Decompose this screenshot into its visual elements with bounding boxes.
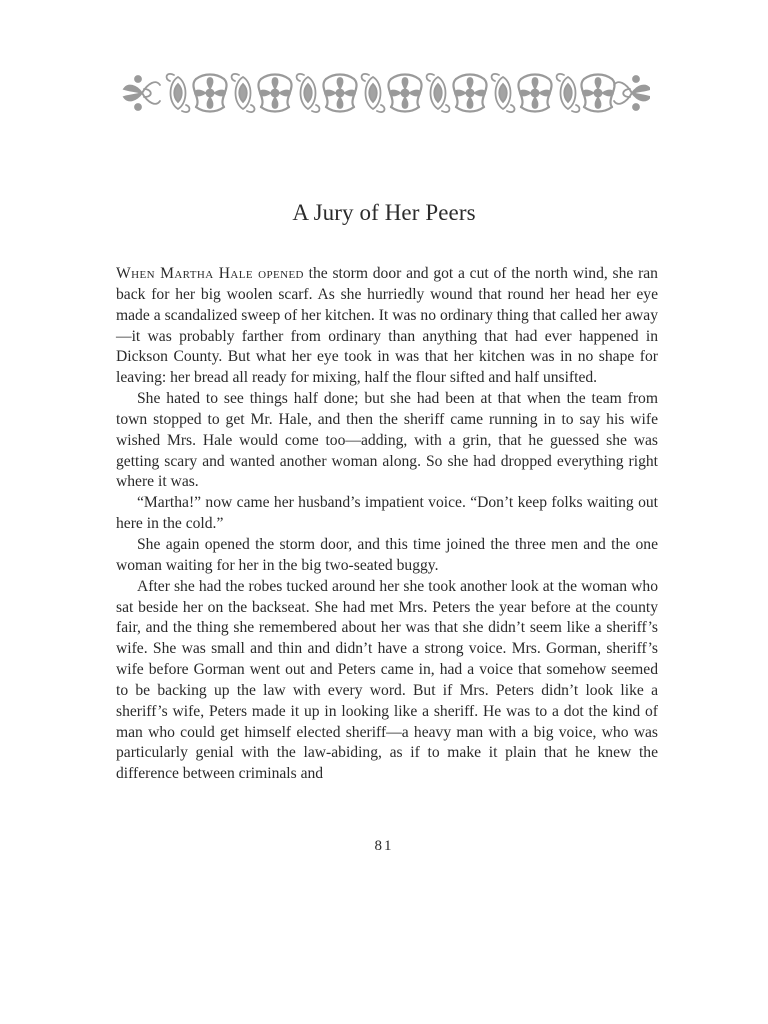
paragraph-2: She hated to see things half done; but she had been at that when the team from town stopped to get Mr. Hale, and then the sheriff came running in to say his wife wished Mrs. Hale would come too—adding, with a grin, that he guessed she was getting scary and wanted another woman along. So she had dropped everything right where it was. (116, 390, 658, 491)
paragraph-1-text: the storm door and got a cut of the north wind, she ran back for her big woolen scarf. As she hurriedly wound that round her head her eye made a scandalized sweep of her kitchen. It was no ordinary thing that called her away—it was probably farther from ordinary than anything that had ever happened in Dickson County. But what her eye took in was that her kitchen was in no shape for leaving: her bread all ready for mixing, half the flour sifted and half unsifted. (116, 265, 658, 387)
paragraph-3: “Martha!” now came her husband’s impatient voice. “Don’t keep folks waiting out here in the cold.” (116, 494, 658, 533)
floral-border-ornament-icon (120, 68, 650, 118)
opening-small-caps: When Martha Hale opened (116, 265, 304, 282)
paragraph-1 (116, 264, 658, 389)
paragraph-4: She again opened the storm door, and this time joined the three men and the one woman waiting for her in the big two-seated buggy. (116, 535, 658, 574)
page-number: 81 (374, 838, 394, 854)
paragraph-5: After she had the robes tucked around her she took another look at the woman who sat beside her on the backseat. She had met Mrs. Peters the year before at the county fair, and the thing she remembered about her was that she didn’t seem like a sheriff’s wife. She was small and thin and didn’t have a strong voice. Mrs. Gorman, sheriff’s wife before Gorman went out and Peters came in, had a voice that somehow seemed to be backing up the law with every word. But if Mrs. Peters didn’t look like a sheriff’s wife, Peters made it up in looking like a sheriff. He was to a dot the kind of man who could get himself elected sheriff—a heavy man with a big voice, who was particularly genial with the law-abiding, as if to make it plain that he knew the difference between criminals and (116, 577, 658, 783)
chapter-title: A Jury of Her Peers (292, 200, 476, 225)
story-body-text (116, 264, 658, 785)
